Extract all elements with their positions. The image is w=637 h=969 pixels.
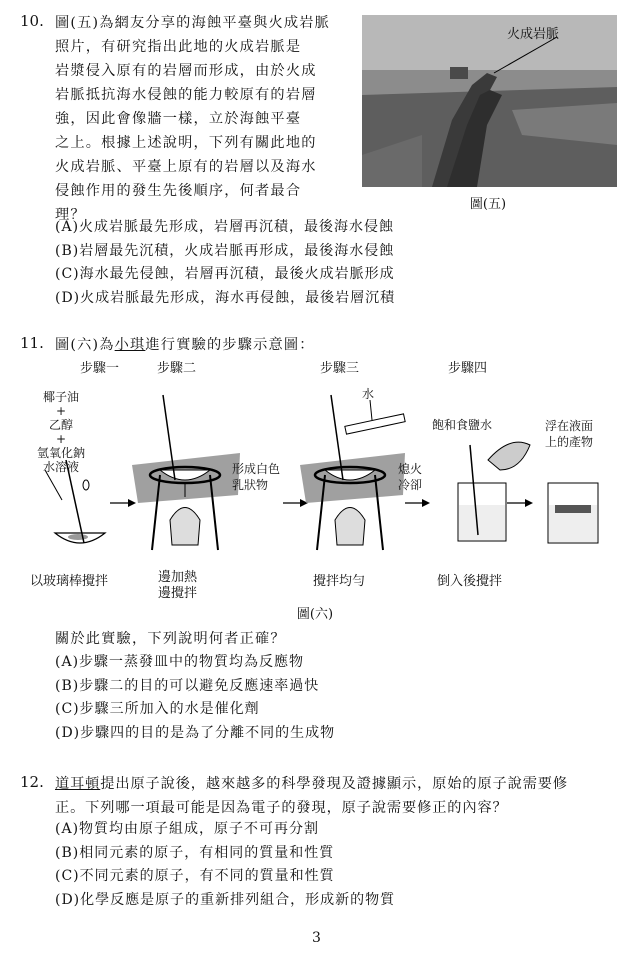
question-11-options bbox=[55, 651, 335, 745]
step-2-label: 步驟二 bbox=[157, 361, 197, 376]
stem-line: 岩脈抵抗海水侵蝕的能力較原有的岩層 bbox=[55, 87, 317, 103]
caption-step-1: 以玻璃棒攪拌 bbox=[30, 574, 109, 589]
option-a[interactable]: (A)火成岩脈最先形成，岩層再沉積，最後海水侵蝕 bbox=[55, 219, 395, 235]
heating-apparatus-2 bbox=[132, 395, 240, 550]
label-line: 浮在液面 bbox=[545, 419, 594, 433]
caption-step-3: 攪拌均勻 bbox=[313, 574, 366, 589]
question-12-number: 12. bbox=[20, 773, 44, 791]
beaker-4a bbox=[458, 442, 530, 541]
question-10-options bbox=[55, 216, 395, 310]
question-11-intro bbox=[55, 333, 315, 357]
option-d[interactable]: (D)步驟四的目的是為了分離不同的生成物 bbox=[55, 724, 336, 741]
figure-5-photo bbox=[362, 15, 617, 187]
option-a[interactable]: (A)步驟一蒸發皿中的物質均為反應物 bbox=[55, 654, 305, 670]
student-name: 小琪 bbox=[114, 337, 146, 353]
question-12-options bbox=[55, 818, 395, 912]
cool-label bbox=[398, 461, 422, 493]
option-c[interactable]: (C)不同元素的原子，有不同的質量和性質 bbox=[55, 868, 335, 884]
plus-sign: + bbox=[55, 432, 67, 446]
ingredient: 乙醇 bbox=[48, 418, 73, 432]
figure-5-caption: 圖(五) bbox=[469, 197, 507, 212]
label-line: 形成白色 bbox=[232, 462, 281, 476]
stem-line bbox=[55, 772, 568, 796]
option-c[interactable]: (C)海水最先侵蝕，岩層再沉積，最後火成岩脈形成 bbox=[55, 266, 395, 282]
beaker-4b bbox=[548, 483, 598, 543]
stem-line: 火成岩脈、平臺上原有的岩層以及海水 bbox=[55, 159, 317, 175]
figure-6-caption: 圖(六) bbox=[296, 607, 334, 622]
option-d[interactable]: (D)火成岩脈最先形成，海水再侵蝕，最後岩層沉積 bbox=[55, 289, 396, 306]
question-11-number: 11. bbox=[20, 334, 44, 352]
ingredients-label bbox=[28, 390, 94, 474]
option-b[interactable]: (B)相同元素的原子，有相同的質量和性質 bbox=[55, 844, 335, 861]
label-line: 邊攪拌 bbox=[158, 586, 198, 601]
scientist-name: 道耳頓 bbox=[55, 776, 101, 792]
label-line: 乳狀物 bbox=[232, 478, 269, 492]
ingredient: 氫氧化鈉 bbox=[36, 446, 85, 460]
milky-label bbox=[232, 461, 280, 493]
label-line: 上的產物 bbox=[545, 435, 594, 449]
question-11-question: 關於此實驗，下列說明何者正確？ bbox=[55, 631, 286, 647]
water-label: 水 bbox=[362, 387, 375, 401]
question-10-number: 10. bbox=[20, 12, 44, 30]
step-1-label: 步驟一 bbox=[80, 361, 120, 376]
option-c[interactable]: (C)步驟三所加入的水是催化劑 bbox=[55, 701, 260, 717]
plus-sign: + bbox=[55, 404, 67, 418]
label-line: 熄火 bbox=[398, 462, 423, 476]
stem-line: 岩漿侵入原有的岩層而形成，由於火成 bbox=[55, 63, 317, 79]
label-line: 邊加熱 bbox=[158, 570, 198, 585]
option-d[interactable]: (D)化學反應是原子的重新排列組合，形成新的物質 bbox=[55, 891, 396, 908]
stem-text: 提出原子說後，越來越多的科學發現及證據顯示，原始的原子說需要修 bbox=[100, 776, 568, 792]
caption-step-4: 倒入後攪拌 bbox=[437, 574, 503, 589]
stem-line: 圖(五)為網友分享的海蝕平臺與火成岩脈 bbox=[55, 15, 331, 31]
option-b[interactable]: (B)步驟二的目的可以避免反應速率過快 bbox=[55, 677, 320, 694]
step-4-label: 步驟四 bbox=[448, 361, 488, 376]
ingredient: 椰子油 bbox=[42, 390, 79, 404]
intro-text: 進行實驗的步驟示意圖： bbox=[145, 337, 315, 353]
brine-label: 飽和食鹽水 bbox=[432, 418, 493, 432]
step-3-label: 步驟三 bbox=[320, 361, 360, 376]
intro-text: 圖(六)為 bbox=[55, 337, 115, 353]
question-12-stem bbox=[55, 772, 568, 820]
stem-line: 正。下列哪一項最可能是因為電子的發現，原子說需要修正的內容？ bbox=[55, 800, 508, 816]
page-number: 3 bbox=[312, 930, 321, 946]
heating-apparatus-3 bbox=[300, 395, 405, 550]
question-10-stem bbox=[55, 11, 355, 227]
option-a[interactable]: (A)物質均由原子組成，原子不可再分割 bbox=[55, 821, 320, 837]
ingredient: 水溶液 bbox=[42, 460, 79, 474]
caption-step-2 bbox=[158, 570, 197, 602]
photo-label-dike: 火成岩脈 bbox=[507, 27, 560, 42]
option-b[interactable]: (B)岩層最先沉積，火成岩脈再形成，最後海水侵蝕 bbox=[55, 242, 395, 259]
stem-line: 侵蝕作用的發生先後順序，何者最合 bbox=[55, 183, 302, 199]
product-label bbox=[545, 418, 593, 450]
stem-line: 之上。根據上述說明，下列有關此地的 bbox=[55, 135, 317, 151]
stem-line: 強，因此會像牆一樣，立於海蝕平臺 bbox=[55, 111, 302, 127]
stem-line: 照片，有研究指出此地的火成岩脈是 bbox=[55, 39, 302, 55]
label-line: 冷卻 bbox=[398, 478, 423, 492]
stem-line: 理？ bbox=[55, 207, 86, 223]
experiment-diagram bbox=[0, 375, 637, 575]
